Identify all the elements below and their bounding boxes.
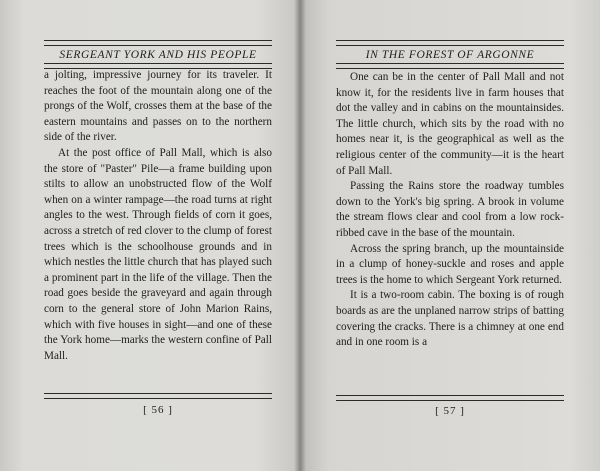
paragraph: One can be in the center of Pall Mall and not know it, for the residents live in farm houses that dot the valley and in cabins on the mountainsides. The little church, which sits by the road with no homes near it, is the geographical as well as the religious center of the community—it is the heart of Pall Mall. bbox=[336, 71, 564, 177]
header-bottom-rule bbox=[336, 63, 564, 69]
page-number: [ 57 ] bbox=[435, 405, 465, 417]
right-page bbox=[300, 0, 600, 471]
paragraph: Passing the Rains store the roadway tumbles down to the York's big spring. A brook in volume the stream flows clear and cool from a low rock-ribbed cave in the base of the mountain. bbox=[336, 180, 564, 239]
running-head: SERGEANT YORK AND HIS PEOPLE bbox=[59, 49, 257, 61]
paragraph: At the post office of Pall Mall, which is also the store of "Paster" Pile—a frame building upon stilts to allow an unobstructed flow of the Wolf when on a winter rampage—the road turns at right angles to the west. Through fields of corn it goes, across a stretch of red clover to the clump of forest trees which is the schoolhouse grounds and in which nestles the little church that has played such a prominent part in the life of the village. Then the road goes beside the graveyard and again through corn to the general store of John Marion Rains, which with five houses in sight—and one of these the York home—marks the western confine of Pall Mall. bbox=[44, 146, 272, 362]
paragraph: a jolting, impressive journey for its traveler. It reaches the foot of the mountain along one of the prongs of the Wolf, crosses them at the base of the eastern mountains and passes on to the northern side of the river. bbox=[44, 69, 272, 144]
paragraph: Across the spring branch, up the mountainside in a clump of honey-suckle and roses and apple trees is the home to which Sergeant York returned. bbox=[336, 242, 564, 286]
footer-rule bbox=[336, 395, 564, 401]
left-page-body bbox=[44, 68, 272, 364]
paragraph: It is a two-room cabin. The boxing is of rough boards as are the unplaned narrow strips of batting covering the cracks. There is a chimney at one end and in one room is a bbox=[336, 289, 564, 349]
running-head: IN THE FOREST OF ARGONNE bbox=[365, 49, 535, 61]
right-page-header bbox=[336, 40, 564, 69]
page-number: [ 56 ] bbox=[143, 404, 173, 416]
left-page-header bbox=[44, 40, 272, 69]
right-page-body bbox=[336, 70, 564, 351]
footer-rule bbox=[44, 393, 272, 399]
